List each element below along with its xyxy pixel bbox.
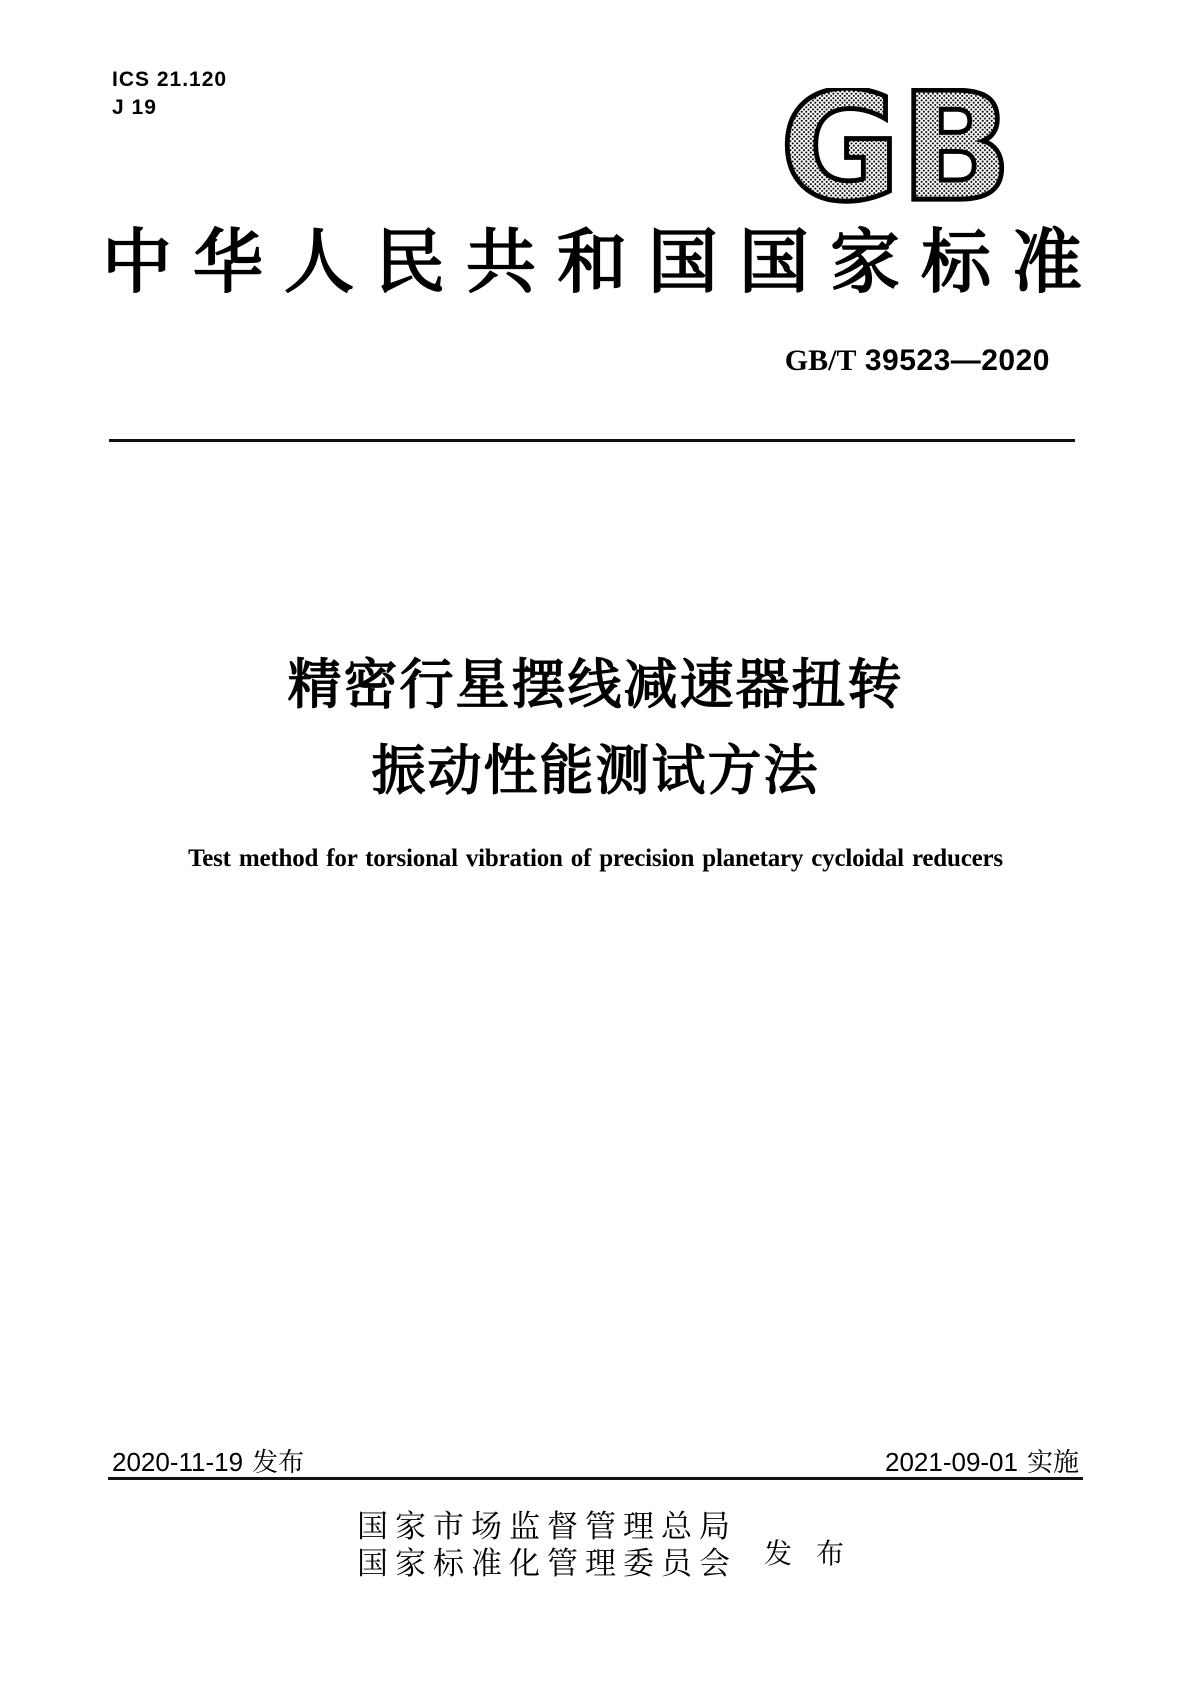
issue-label: 发布 [252,1447,305,1477]
implementation-date-line [885,1442,1079,1479]
publish-label: 发布 [764,1539,869,1570]
standard-number [785,344,1050,378]
ics-code: ICS 21.120 [112,68,228,91]
issue-date-line [112,1442,304,1479]
gb-logo-icon [778,88,1014,206]
publisher-names [357,1508,739,1582]
doc-class-code: J 19 [112,96,157,119]
document-title-en: Test method for torsional vibration of precision planetary cycloidal reducers [188,845,1003,872]
implementation-date: 2021-09-01 [884,1447,1018,1477]
document-title-cn-line2: 振动性能测试方法 [371,741,820,801]
top-divider [109,439,1075,442]
gb-logo [778,88,1014,206]
classification-codes [112,66,227,122]
svg-text:GB: GB [779,88,1013,206]
publisher-line1: 国家市场监督管理总局 [357,1509,737,1544]
national-standard-heading: 中华人民共和国国家标准 [102,225,1103,302]
issue-date: 2020-11-19 [112,1447,244,1477]
standard-number-value: 39523—2020 [864,344,1050,377]
document-title-cn-line1: 精密行星摆线减速器扭转 [287,655,904,715]
bottom-divider [108,1477,1083,1480]
implementation-label: 实施 [1026,1447,1079,1477]
publisher-line2: 国家标准化管理委员会 [357,1546,737,1581]
standard-number-prefix: GB/T [784,344,857,377]
document-title-cn [0,642,1191,814]
